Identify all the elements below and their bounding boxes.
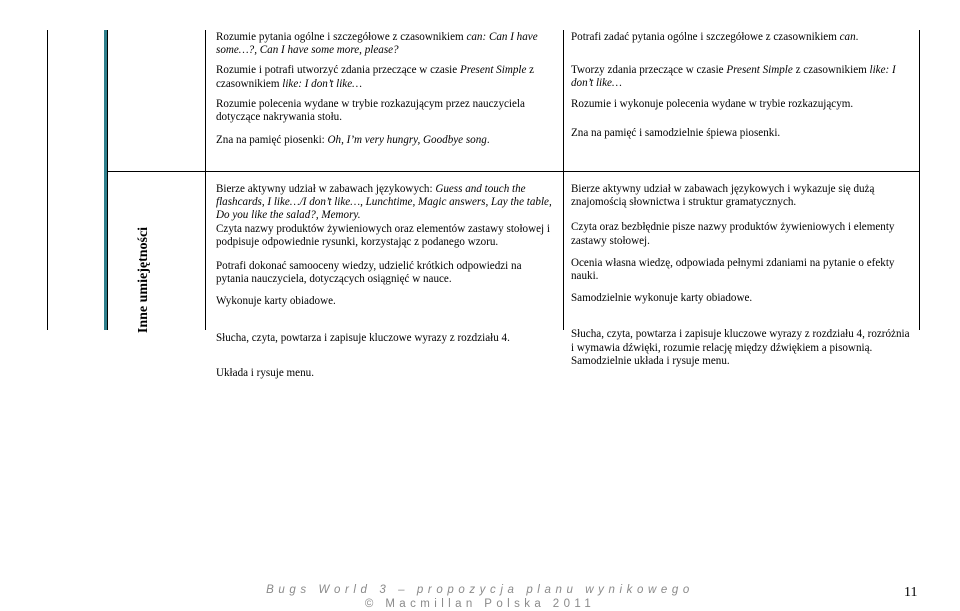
- list-item: Wykonuje karty obiadowe.: [216, 295, 336, 308]
- list-item: Samodzielnie układa i rysuje menu.: [571, 354, 730, 367]
- list-item: Bierze aktywny udział w zabawach językowych i wykazuje się dużą znajomością słownictwa i struktur gramatycznych.: [571, 183, 875, 209]
- italic-text: Oh, I’m very hungry, Goodbye song: [327, 134, 487, 147]
- italic-text: Guess and touch the flashcards, I like…/I don’t like…, Lunchtime, Magic answers, Lay the table, Do you like the salad?, Memory.: [216, 183, 552, 222]
- list-item: Słucha, czyta, powtarza i zapisuje kluczowe wyrazy z rozdziału 4, rozróżnia i wymawia dźwięki, rozumie relację między dźwiękiem a pisownią.: [571, 328, 910, 354]
- list-item: Bierze aktywny udział w zabawach językowych: Guess and touch the flashcards, I like…/I don’t like…, Lunchtime, Magic answers, Lay the table, Do you like the salad?, Memory.: [216, 183, 552, 222]
- italic-text: Present Simple: [726, 64, 793, 77]
- italic-text: Present Simple: [459, 64, 527, 77]
- list-item: Układa i rysuje menu.: [216, 366, 314, 379]
- row2-right-cell: [571, 183, 911, 368]
- list-item: Rozumie i potrafi utworzyć zdania przeczące w czasie Present Simple z czasownikiem like: I don’t like…: [216, 64, 535, 90]
- table-border-right: [919, 30, 920, 330]
- row1-right-cell: [571, 31, 911, 140]
- table-border-mid: [563, 30, 564, 330]
- list-item: Potrafi zadać pytania ogólne i szczegółowe z czasownikiem can.: [571, 31, 859, 43]
- list-item: Rozumie i wykonuje polecenia wydane w trybie rozkazującym.: [571, 97, 854, 110]
- italic-text: can: [839, 31, 856, 43]
- list-item: Ocenia własna wiedzę, odpowiada pełnymi zdaniami na pytanie o efekty nauki.: [571, 256, 895, 283]
- list-item: Zna na pamięć piosenki: Oh, I’m very hungry, Goodbye song.: [216, 134, 490, 147]
- list-item: Czyta oraz bezbłędnie pisze nazwy produktów żywieniowych i elementy zastawy stołowej.: [571, 221, 895, 247]
- list-item: Rozumie pytania ogólne i szczegółowe z czasownikiem can: Can I have some…?, Can I have some more, please?: [216, 31, 538, 57]
- list-item: Samodzielnie wykonuje karty obiadowe.: [571, 292, 753, 305]
- italic-text: like: I don’t like…: [282, 77, 363, 90]
- italic-text: like: I don’t like…: [571, 64, 896, 90]
- row1-left-cell: [216, 31, 556, 147]
- section-label: Inne umiejętności: [136, 226, 151, 334]
- list-item: Słucha, czyta, powtarza i zapisuje kluczowe wyrazy z rozdziału 4.: [216, 331, 510, 344]
- list-item: Tworzy zdania przeczące w czasie Present Simple z czasownikiem like: I don’t like…: [571, 64, 896, 90]
- table-border-left: [47, 30, 48, 330]
- italic-text: can: Can I have some…?, Can I have some more, please?: [216, 31, 538, 57]
- table-border-mid-left: [205, 30, 206, 330]
- list-item: Rozumie polecenia wydane w trybie rozkazującym przez nauczyciela dotyczące nakrywania stołu.: [216, 97, 525, 124]
- list-item: Potrafi dokonać samooceny wiedzy, udzielić krótkich odpowiedzi na pytania nauczyciela, dotyczących osiągnięć w nauce.: [216, 260, 522, 286]
- page-number: 11: [904, 585, 918, 600]
- list-item: Czyta nazwy produktów żywieniowych oraz elementów zastawy stołowej i podpisuje odpowiednie rysunki, korzystając z podanego wzoru.: [216, 222, 550, 248]
- row2-left-cell: [216, 183, 556, 380]
- footer-copyright: © Macmillan Polska 2011: [364, 598, 596, 610]
- table-border-label-col: [107, 30, 108, 330]
- table-row-divider: [107, 171, 920, 172]
- footer-title: Bugs World 3 – propozycja planu wynikowego: [266, 584, 694, 596]
- list-item: Zna na pamięć i samodzielnie śpiewa piosenki.: [571, 126, 781, 139]
